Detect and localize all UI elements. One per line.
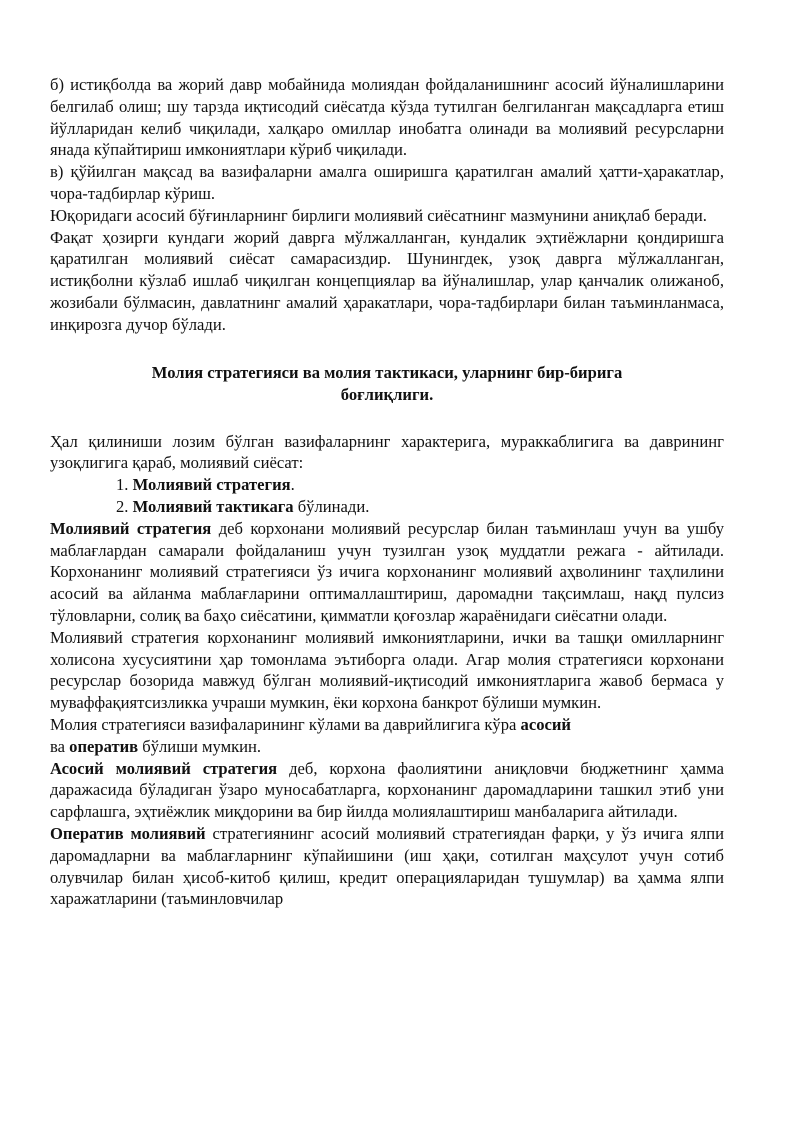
- definition-text: стратегиянинг асосий молиявий стратегиядан фарқи, у ўз ичига ялпи даромадларни ва маблағларнинг кўпайишини (иш ҳақи, сотилган маҳсулот учун сотиб олувчилар билан ҳисоб-китоб қилиш, кредит операцияларидан тушумлар) ва ҳамма ялпи харажатларини (таъминловчилар: [50, 823, 724, 909]
- kinds-text: бўлиши мумкин.: [138, 736, 262, 756]
- list-term: Молиявий стратегия: [132, 475, 291, 495]
- list-item-strategy: [50, 474, 724, 496]
- term-basic-financial-strategy: Асосий молиявий стратегия: [50, 758, 278, 778]
- term-operative-financial: Оператив молиявий: [50, 823, 206, 843]
- paragraph-strategy-kinds: [50, 714, 724, 758]
- list-rest: .: [290, 475, 295, 495]
- paragraph-v: в) қўйилган мақсад ва вазифаларни амалга оширишга қаратилган амалий ҳатти-ҳаракатлар, чора-тадбирлар кўриш.: [50, 162, 724, 203]
- paragraph-intro: Ҳал қилиниши лозим бўлган вазифаларнинг характерига, мураккаблигига ва даврининг узоқлигига қараб, молиявий сиёсат:: [50, 431, 724, 473]
- kinds-text: ва: [50, 736, 70, 756]
- definition-text: деб корхонани молиявий ресурслар билан таъминлаш учун ва ушбу маблағлардан самарали фойдаланиш учун тузилган узоқ муддатли режага - айтилади. Корхонанинг молиявий стратегияси ўз ичига корхонанинг молиявий аҳволининг таҳлилини асосий ва айланма маблағларини оптималлаштириш, даромадни тақсимлаш, нақд пулсиз тўловларни, солиқ ва баҳо сиёсатини, қимматли қоғозлар жараёнидаги сиёсатни олади.: [50, 518, 725, 625]
- paragraph-strategy-capabilities: Молиявий стратегия корхонанинг молиявий имкониятларини, ички ва ташқи омилларнинг холисона хусусиятини ҳар томонлама эътиборга олади. Агар молия стратегияси корхонани ресурслар бозорида мавжуд бўлган молиявий-иқтисодий имкониятларига жавоб бермаса у муваффақиятсизликка учраши мумкин, ёки корхона банкрот бўлиши мумкин.: [50, 627, 724, 713]
- list-number: 1.: [116, 475, 129, 495]
- term-financial-strategy: Молиявий стратегия: [50, 518, 212, 538]
- list-number: 2.: [116, 496, 129, 516]
- paragraph-operative-definition: [50, 823, 724, 910]
- paragraph-b: б) истиқболда ва жорий давр мобайнида молиядан фойдаланишнинг асосий йўналишларини белгилаб олиш; шу тарзда иқтисодий сиёсатда кўзда тутилган белгиланган мақсадларга етиш йўлларидан келиб чиқилади, халқаро омиллар инобатга олинади ва молиявий ресурсларни янада кўпайтириш имкониятлари кўриб чиқилади.: [50, 75, 724, 160]
- list-item-tactics: [50, 496, 724, 518]
- kinds-text: Молия стратегияси вазифаларининг кўлами ва даврийлигига кўра: [50, 714, 521, 734]
- section-heading-line-1: Молия стратегияси ва молия тактикаси, уларнинг бир-бирига: [151, 362, 623, 382]
- definition-text: деб, корхона фаолиятини аниқловчи бюджетнинг ҳамма даражасида бўладиган ўзаро муносабатларга, корхонанинг даромадларини ташкил этиб уни сарфлашга, эҳтиёжлик миқдорини ва бир йилда молиялаштириш манбаларига айтилади.: [50, 758, 724, 822]
- list-rest: бўлинади.: [293, 496, 370, 516]
- section-heading-line-2: боғлиқлиги.: [340, 385, 434, 405]
- list-term: Молиявий тактикага: [132, 496, 294, 516]
- term-operative: оператив: [69, 736, 139, 756]
- paragraph-unity: Юқоридаги асосий бўғинларнинг бирлиги молиявий сиёсатнинг мазмунини аниқлаб беради.: [50, 205, 707, 225]
- term-basic: асосий: [520, 714, 571, 734]
- paragraph-current-policy: Фақат ҳозирги кундаги жорий даврга мўлжалланган, кундалик эҳтиёжларни қондиришга қаратилган молиявий сиёсат самарасиздир. Шунингдек, узоқ даврга мўлжалланган, истиқболни кўзлаб ишлаб чиқилган концепциялар ва йўналишлар, улар қанчалик олижаноб, жозибали бўлмасин, давлатнинг амалий ҳаракатлари, чора-тадбирлари билан таъминланмаса, инқирозга дучор бўлади.: [50, 227, 724, 334]
- section-heading: [50, 362, 724, 407]
- paragraph-basic-definition: [50, 758, 724, 823]
- paragraph-strategy-definition: [50, 518, 724, 627]
